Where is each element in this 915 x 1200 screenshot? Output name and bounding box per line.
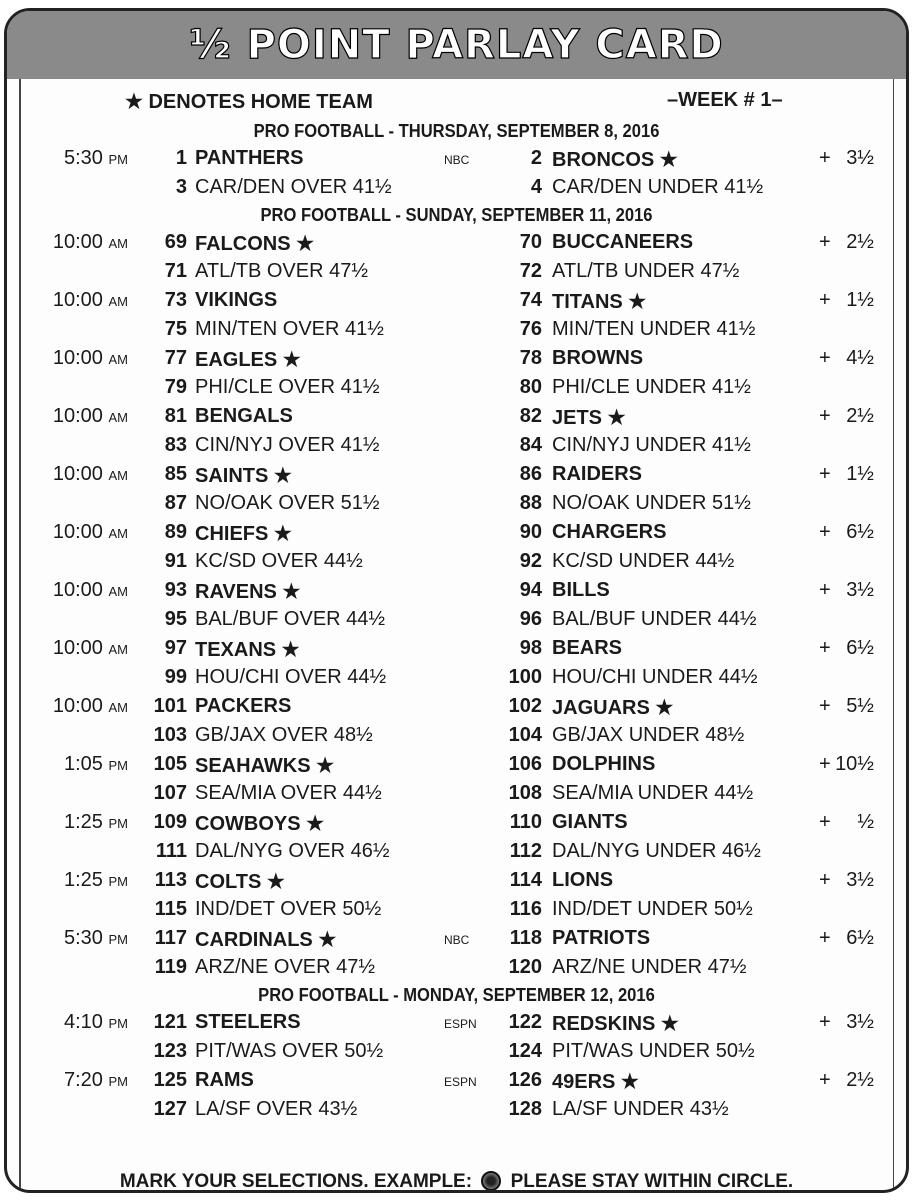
time-ampm: PM — [108, 816, 128, 831]
home-team[interactable]: JETS ★ — [552, 407, 626, 429]
over-under-row — [7, 782, 906, 811]
under-line[interactable]: LA/SF UNDER 43½ — [552, 1098, 729, 1120]
game-time — [64, 927, 128, 950]
over-selection-number[interactable]: 3 — [175, 176, 187, 198]
away-team[interactable]: RAVENS ★ — [195, 581, 301, 603]
game-row — [7, 463, 906, 492]
home-selection-number[interactable]: 118 — [509, 927, 542, 949]
under-selection-number[interactable]: 76 — [519, 318, 542, 340]
over-line[interactable]: GB/JAX OVER 48½ — [195, 724, 373, 746]
under-selection-number[interactable]: 4 — [530, 176, 542, 198]
under-selection-number[interactable]: 124 — [508, 1040, 542, 1062]
spread-sign: + — [819, 1069, 831, 1091]
under-selection-number[interactable]: 80 — [519, 376, 542, 398]
away-selection-number[interactable]: 85 — [164, 463, 187, 485]
under-selection-number[interactable]: 88 — [519, 492, 542, 514]
time-ampm: AM — [108, 642, 128, 657]
over-line[interactable]: SEA/MIA OVER 44½ — [195, 782, 382, 804]
away-team[interactable]: FALCONS ★ — [195, 233, 315, 255]
under-selection-number[interactable]: 100 — [508, 666, 542, 688]
spread-value: 6½ — [846, 927, 874, 949]
game-row — [7, 1069, 906, 1098]
home-selection-number[interactable]: 86 — [519, 463, 542, 485]
over-selection-number[interactable]: 95 — [164, 608, 187, 630]
spread-sign: + — [819, 927, 831, 949]
over-under-row — [7, 260, 906, 289]
away-team[interactable]: SAINTS ★ — [195, 465, 292, 487]
over-selection-number[interactable]: 127 — [153, 1098, 187, 1120]
spread-value: 2½ — [846, 405, 874, 427]
time-ampm: AM — [108, 410, 128, 425]
time-value: 10:00 — [52, 347, 103, 369]
home-team[interactable]: RAIDERS — [552, 463, 643, 485]
under-selection-number[interactable]: 92 — [519, 550, 542, 572]
home-selection-number[interactable]: 106 — [508, 753, 542, 775]
spread-sign: + — [819, 463, 831, 485]
game-time — [64, 811, 128, 834]
under-line[interactable]: NO/OAK UNDER 51½ — [552, 492, 751, 514]
over-line[interactable]: PHI/CLE OVER 41½ — [195, 376, 380, 398]
over-under-row — [7, 840, 906, 869]
footer-right-text: PLEASE STAY WITHIN CIRCLE. — [510, 1171, 794, 1192]
game-time — [53, 405, 128, 428]
under-line[interactable]: BAL/BUF UNDER 44½ — [552, 608, 757, 630]
time-value: 10:00 — [52, 579, 103, 601]
sub-header — [7, 89, 906, 119]
over-selection-number[interactable]: 87 — [164, 492, 187, 514]
over-under-row — [7, 608, 906, 637]
spread-sign: + — [819, 147, 831, 169]
spread-sign: + — [819, 347, 831, 369]
under-selection-number[interactable]: 120 — [508, 956, 542, 978]
home-selection-number[interactable]: 102 — [508, 695, 542, 717]
spread-sign: + — [819, 753, 831, 775]
spread-sign: + — [819, 695, 831, 717]
away-team[interactable]: EAGLES ★ — [195, 349, 301, 371]
game-row — [7, 147, 906, 176]
over-selection-number[interactable]: 83 — [164, 434, 187, 456]
under-line[interactable]: HOU/CHI UNDER 44½ — [552, 666, 758, 688]
spread-sign: + — [819, 1011, 831, 1033]
game-time — [64, 753, 128, 776]
home-team[interactable]: REDSKINS ★ — [552, 1013, 679, 1035]
under-selection-number[interactable]: 96 — [519, 608, 542, 630]
time-value: 10:00 — [52, 463, 103, 485]
under-line[interactable]: PIT/WAS UNDER 50½ — [552, 1040, 755, 1062]
home-team[interactable]: 49ERS ★ — [552, 1071, 639, 1093]
spread-value: 2½ — [846, 1069, 874, 1091]
spread-value: 5½ — [846, 695, 874, 717]
under-selection-number[interactable]: 72 — [519, 260, 542, 282]
over-under-row — [7, 318, 906, 347]
time-value: 10:00 — [52, 695, 103, 717]
game-row — [7, 289, 906, 318]
away-selection-number[interactable]: 69 — [164, 231, 187, 253]
section-header: PRO FOOTBALL - THURSDAY, SEPTEMBER 8, 2016 — [253, 121, 660, 141]
away-selection-number[interactable]: 93 — [164, 579, 187, 601]
time-value: 1:05 — [64, 753, 103, 775]
spread-value: 10½ — [835, 753, 874, 775]
over-under-row — [7, 1040, 906, 1069]
over-selection-number[interactable]: 91 — [164, 550, 187, 572]
game-time — [53, 347, 128, 370]
under-selection-number[interactable]: 128 — [508, 1098, 542, 1120]
home-team[interactable]: TITANS ★ — [552, 291, 647, 313]
game-row — [7, 347, 906, 376]
over-selection-number[interactable]: 99 — [164, 666, 187, 688]
time-ampm: AM — [108, 468, 128, 483]
under-line[interactable]: KC/SD UNDER 44½ — [552, 550, 735, 572]
under-line[interactable]: GB/JAX UNDER 48½ — [552, 724, 745, 746]
home-selection-number[interactable]: 78 — [519, 347, 542, 369]
home-selection-number[interactable]: 114 — [509, 869, 542, 891]
under-selection-number[interactable]: 104 — [508, 724, 542, 746]
game-time — [64, 1011, 128, 1034]
home-team[interactable]: JAGUARS ★ — [552, 697, 674, 719]
time-value: 10:00 — [52, 231, 103, 253]
away-team[interactable]: COWBOYS ★ — [195, 813, 325, 835]
away-selection-number[interactable]: 73 — [164, 289, 187, 311]
time-value: 10:00 — [52, 289, 103, 311]
time-ampm: AM — [108, 700, 128, 715]
under-line[interactable]: ATL/TB UNDER 47½ — [552, 260, 740, 282]
section-header: PRO FOOTBALL - MONDAY, SEPTEMBER 12, 2016 — [258, 985, 655, 1005]
game-row — [7, 753, 906, 782]
away-team[interactable]: VIKINGS — [195, 289, 278, 311]
footer-instructions — [7, 1171, 906, 1193]
game-time — [53, 289, 128, 312]
over-under-row — [7, 898, 906, 927]
away-selection-number[interactable]: 1 — [175, 147, 187, 169]
under-line[interactable]: PHI/CLE UNDER 41½ — [552, 376, 751, 398]
spread-sign: + — [819, 811, 831, 833]
spread-value: 6½ — [846, 521, 874, 543]
time-value: 7:20 — [64, 1069, 103, 1091]
away-team[interactable]: STEELERS — [195, 1011, 301, 1033]
tv-network: NBC — [444, 933, 470, 947]
home-team[interactable]: BILLS — [552, 579, 610, 601]
game-time — [53, 521, 128, 544]
home-team[interactable]: CHARGERS — [552, 521, 667, 543]
tv-network: NBC — [444, 153, 470, 167]
game-time — [53, 231, 128, 254]
home-team[interactable]: BUCCANEERS — [552, 231, 694, 253]
over-line[interactable]: NO/OAK OVER 51½ — [195, 492, 380, 514]
away-team[interactable]: CARDINALS ★ — [195, 929, 337, 951]
away-selection-number[interactable]: 81 — [164, 405, 187, 427]
under-selection-number[interactable]: 112 — [509, 840, 542, 862]
under-line[interactable]: IND/DET UNDER 50½ — [552, 898, 753, 920]
away-team[interactable]: COLTS ★ — [195, 871, 285, 893]
game-time — [53, 695, 128, 718]
home-selection-number[interactable]: 74 — [519, 289, 542, 311]
under-line[interactable]: ARZ/NE UNDER 47½ — [552, 956, 747, 978]
over-selection-number[interactable]: 111 — [155, 840, 187, 862]
title-bar — [7, 11, 906, 79]
over-line[interactable]: CAR/DEN OVER 41½ — [195, 176, 392, 198]
away-selection-number[interactable]: 113 — [154, 869, 187, 891]
game-time — [64, 869, 128, 892]
time-value: 10:00 — [52, 637, 103, 659]
time-value: 10:00 — [52, 521, 103, 543]
over-selection-number[interactable]: 115 — [154, 898, 187, 920]
under-line[interactable]: SEA/MIA UNDER 44½ — [552, 782, 754, 804]
away-selection-number[interactable]: 101 — [153, 695, 187, 717]
spread-value: ½ — [857, 811, 874, 833]
spread-value: 3½ — [846, 1011, 874, 1033]
spread-value: 2½ — [846, 231, 874, 253]
home-selection-number[interactable]: 90 — [519, 521, 542, 543]
home-team-legend: ★ DENOTES HOME TEAM — [125, 91, 373, 113]
over-selection-number[interactable]: 103 — [153, 724, 187, 746]
spread-value: 3½ — [846, 579, 874, 601]
card-title: ½ POINT PARLAY CARD — [189, 22, 724, 68]
home-team[interactable]: DOLPHINS — [552, 753, 656, 775]
spread-sign: + — [819, 231, 831, 253]
over-line[interactable]: HOU/CHI OVER 44½ — [195, 666, 387, 688]
game-row — [7, 1011, 906, 1040]
over-line[interactable]: IND/DET OVER 50½ — [195, 898, 382, 920]
under-selection-number[interactable]: 116 — [509, 898, 542, 920]
over-line[interactable]: ARZ/NE OVER 47½ — [195, 956, 376, 978]
over-line[interactable]: PIT/WAS OVER 50½ — [195, 1040, 384, 1062]
tv-network: ESPN — [444, 1017, 477, 1031]
time-ampm: AM — [108, 236, 128, 251]
home-team[interactable]: BRONCOS ★ — [552, 149, 678, 171]
home-team[interactable]: BEARS — [552, 637, 623, 659]
over-under-row — [7, 492, 906, 521]
spread-sign: + — [819, 521, 831, 543]
game-time — [53, 463, 128, 486]
game-time — [53, 637, 128, 660]
away-team[interactable]: RAMS — [195, 1069, 254, 1091]
over-under-row — [7, 550, 906, 579]
game-row — [7, 405, 906, 434]
game-row — [7, 579, 906, 608]
over-line[interactable]: MIN/TEN OVER 41½ — [195, 318, 384, 340]
spread-value: 1½ — [846, 463, 874, 485]
home-selection-number[interactable]: 98 — [519, 637, 542, 659]
game-time — [64, 147, 128, 170]
over-line[interactable]: CIN/NYJ OVER 41½ — [195, 434, 380, 456]
away-selection-number[interactable]: 109 — [153, 811, 187, 833]
game-row — [7, 521, 906, 550]
time-value: 10:00 — [52, 405, 103, 427]
week-label: –WEEK # 1– — [667, 89, 783, 111]
away-team[interactable]: CHIEFS ★ — [195, 523, 292, 545]
time-value: 1:25 — [64, 811, 103, 833]
home-selection-number[interactable]: 126 — [508, 1069, 542, 1091]
spread-value: 1½ — [846, 289, 874, 311]
spread-value: 3½ — [846, 147, 874, 169]
over-line[interactable]: ATL/TB OVER 47½ — [195, 260, 369, 282]
away-team[interactable]: TEXANS ★ — [195, 639, 300, 661]
away-selection-number[interactable]: 97 — [164, 637, 187, 659]
time-ampm: PM — [108, 932, 128, 947]
away-team[interactable]: PANTHERS — [195, 147, 304, 169]
away-selection-number[interactable]: 77 — [164, 347, 187, 369]
time-ampm: AM — [108, 294, 128, 309]
under-selection-number[interactable]: 84 — [519, 434, 542, 456]
away-selection-number[interactable]: 125 — [153, 1069, 187, 1091]
time-ampm: PM — [108, 152, 128, 167]
away-team[interactable]: PACKERS — [195, 695, 292, 717]
spread-sign: + — [819, 869, 831, 891]
tv-network: ESPN — [444, 1075, 477, 1089]
filled-circle-icon — [481, 1171, 501, 1191]
time-ampm: AM — [108, 526, 128, 541]
time-value: 1:25 — [64, 869, 103, 891]
game-row — [7, 231, 906, 260]
time-value: 5:30 — [64, 927, 103, 949]
spread-sign: + — [819, 637, 831, 659]
home-team[interactable]: LIONS — [552, 869, 614, 891]
home-selection-number[interactable]: 82 — [519, 405, 542, 427]
footer-left-text: MARK YOUR SELECTIONS. EXAMPLE: — [119, 1171, 473, 1192]
over-line[interactable]: DAL/NYG OVER 46½ — [195, 840, 390, 862]
under-line[interactable]: CIN/NYJ UNDER 41½ — [552, 434, 751, 456]
away-team[interactable]: BENGALS — [195, 405, 293, 427]
away-selection-number[interactable]: 105 — [153, 753, 187, 775]
game-time — [64, 1069, 128, 1092]
home-team[interactable]: PATRIOTS — [552, 927, 651, 949]
home-selection-number[interactable]: 122 — [508, 1011, 542, 1033]
time-ampm: PM — [108, 874, 128, 889]
game-row — [7, 695, 906, 724]
time-value: 4:10 — [64, 1011, 103, 1033]
over-selection-number[interactable]: 123 — [153, 1040, 187, 1062]
over-selection-number[interactable]: 79 — [164, 376, 187, 398]
away-selection-number[interactable]: 89 — [164, 521, 187, 543]
over-under-row — [7, 956, 906, 985]
home-selection-number[interactable]: 94 — [519, 579, 542, 601]
away-selection-number[interactable]: 121 — [153, 1011, 187, 1033]
over-selection-number[interactable]: 119 — [154, 956, 187, 978]
spread-value: 6½ — [846, 637, 874, 659]
over-under-row — [7, 1098, 906, 1127]
time-ampm: PM — [108, 1074, 128, 1089]
section-header: PRO FOOTBALL - SUNDAY, SEPTEMBER 11, 2016 — [260, 205, 653, 225]
home-selection-number[interactable]: 2 — [530, 147, 542, 169]
time-ampm: AM — [108, 352, 128, 367]
over-under-row — [7, 176, 906, 205]
over-selection-number[interactable]: 71 — [164, 260, 187, 282]
under-selection-number[interactable]: 108 — [508, 782, 542, 804]
spread-sign: + — [819, 579, 831, 601]
away-selection-number[interactable]: 117 — [154, 927, 187, 949]
time-value: 5:30 — [64, 147, 103, 169]
time-ampm: PM — [108, 1016, 128, 1031]
game-row — [7, 637, 906, 666]
home-selection-number[interactable]: 70 — [519, 231, 542, 253]
under-line[interactable]: DAL/NYG UNDER 46½ — [552, 840, 761, 862]
over-under-row — [7, 724, 906, 753]
over-line[interactable]: BAL/BUF OVER 44½ — [195, 608, 386, 630]
over-selection-number[interactable]: 75 — [164, 318, 187, 340]
parlay-card — [4, 8, 909, 1193]
spread-sign: + — [819, 405, 831, 427]
game-time — [53, 579, 128, 602]
spread-value: 4½ — [846, 347, 874, 369]
home-team[interactable]: BROWNS — [552, 347, 644, 369]
over-line[interactable]: LA/SF OVER 43½ — [195, 1098, 358, 1120]
game-row — [7, 927, 906, 956]
time-ampm: AM — [108, 584, 128, 599]
home-team[interactable]: GIANTS — [552, 811, 628, 833]
game-row — [7, 869, 906, 898]
over-under-row — [7, 376, 906, 405]
over-under-row — [7, 434, 906, 463]
under-line[interactable]: CAR/DEN UNDER 41½ — [552, 176, 764, 198]
home-selection-number[interactable]: 110 — [509, 811, 542, 833]
spread-value: 3½ — [846, 869, 874, 891]
over-line[interactable]: KC/SD OVER 44½ — [195, 550, 363, 572]
spread-sign: + — [819, 289, 831, 311]
over-selection-number[interactable]: 107 — [153, 782, 187, 804]
under-line[interactable]: MIN/TEN UNDER 41½ — [552, 318, 756, 340]
game-row — [7, 811, 906, 840]
over-under-row — [7, 666, 906, 695]
away-team[interactable]: SEAHAWKS ★ — [195, 755, 335, 777]
time-ampm: PM — [108, 758, 128, 773]
